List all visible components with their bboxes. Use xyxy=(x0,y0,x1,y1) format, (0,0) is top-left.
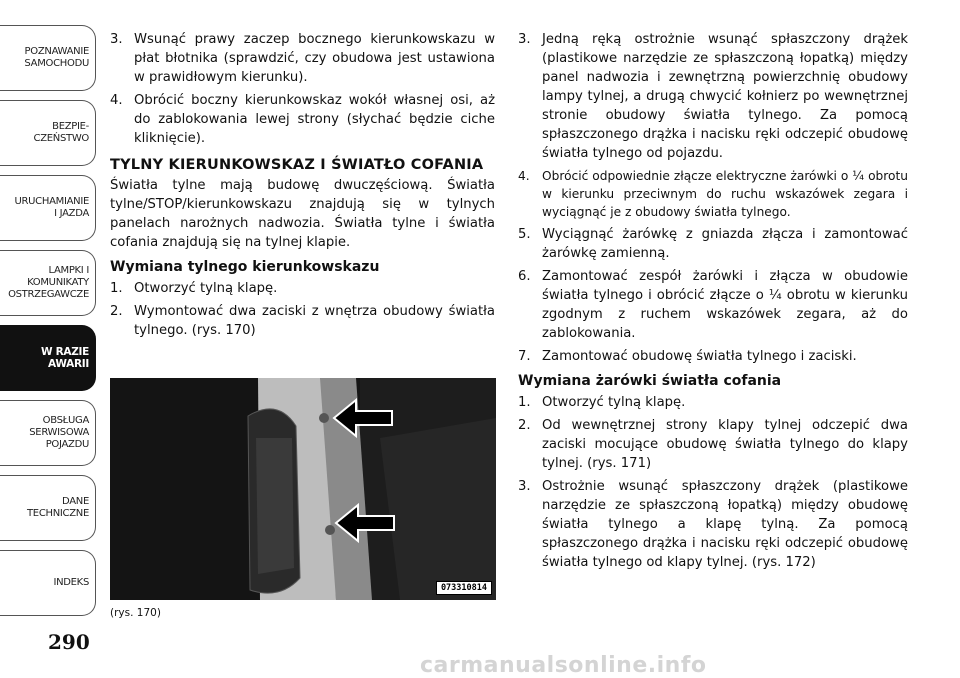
list-item-text: Ostrożnie wsunąć spłaszczony drążek (plastikowe narzędzie ze spłaszczoną łopatką) między obudowę światła tylnego a klapę tylną. Za pomocą spłaszczonego drążka i nacisku ręki odczepić obudowę światła tylnego od klapy tylnej. (rys. 172) xyxy=(542,479,908,570)
tab-poznawanie-samochodu[interactable]: POZNAWANIE SAMOCHODU xyxy=(0,25,96,91)
list-item xyxy=(518,347,908,366)
list-item-number: 3. xyxy=(518,32,531,47)
page-number: 290 xyxy=(48,630,90,654)
list-item xyxy=(518,267,908,343)
list-item xyxy=(518,416,908,473)
subsection-heading: Wymiana żarówki światła cofania xyxy=(518,373,782,389)
watermark: carmanualsonline.info xyxy=(420,653,707,678)
list-item xyxy=(518,225,908,263)
tab-uruchamianie-i-jazda[interactable]: URUCHAMIANIE I JAZDA xyxy=(0,175,96,241)
list-item-number: 4. xyxy=(110,93,123,108)
tab-w-razie-awarii[interactable]: W RAZIE AWARII xyxy=(0,325,96,391)
figure-tail-light-photo xyxy=(110,378,496,600)
tab-lampki-i-komunikaty[interactable]: LAMPKI I KOMUNIKATY OSTRZEGAWCZE xyxy=(0,250,96,316)
list-item-text: Od wewnętrznej strony klapy tylnej odczepić dwa zaciski mocujące obudowę światła tylnego do klapy tylnej. (rys. 171) xyxy=(542,418,908,471)
list-item-text: Zamontować obudowę światła tylnego i zaciski. xyxy=(542,349,857,364)
list-item-text: Jedną ręką ostrożnie wsunąć spłaszczony drążek (plastikowe narzędzie ze spłaszczoną łopatką) między panel nadwozia i zewnętrzną powierzchnię obudowy lampy tylnej, a drugą chwycić kołnierz po wewnętrznej stronie obudowy światła tylnego. Za pomocą spłaszczonego drążka i nacisku ręki odczepić obudowę światła tylnego od pojazdu. xyxy=(542,32,908,161)
subsection-heading: Wymiana tylnego kierunkowskazu xyxy=(110,259,380,275)
section-paragraph: Światła tylne mają budowę dwuczęściową. Światła tylne/STOP/kierunkowskazu znajdują się w tylnych panelach narożnych nadwozia. Światła tylne i światła cofania znajdują się na tylnej klapie. xyxy=(110,178,495,250)
list-item-number: 1. xyxy=(518,395,531,410)
list-item xyxy=(518,30,908,163)
list-item-text: Otworzyć tylną klapę. xyxy=(542,395,686,410)
list-item xyxy=(110,302,495,340)
tab-dane-techniczne[interactable]: DANE TECHNICZNE xyxy=(0,475,96,541)
list-item-text: Wymontować dwa zaciski z wnętrza obudowy światła tylnego. (rys. 170) xyxy=(134,304,495,338)
list-item xyxy=(518,393,908,412)
left-column xyxy=(110,30,495,344)
list-item-number: 3. xyxy=(110,32,123,47)
section-heading: TYLNY KIERUNKOWSKAZ I ŚWIATŁO COFANIA xyxy=(110,157,484,173)
list-item-text: Obrócić boczny kierunkowskaz wokół własnej osi, aż do zablokowania lewej strony (słychać będzie ciche kliknięcie). xyxy=(134,93,495,146)
list-item xyxy=(110,91,495,148)
tab-bezpieczenstwo[interactable]: BEZPIE- CZEŃSTWO xyxy=(0,100,96,166)
tab-indeks[interactable]: INDEKS xyxy=(0,550,96,616)
list-item-number: 6. xyxy=(518,269,531,284)
list-item-number: 1. xyxy=(110,281,123,296)
figure-code-label: 073310814 xyxy=(436,581,492,595)
tab-obsluga-serwisowa[interactable]: OBSŁUGA SERWISOWA POJAZDU xyxy=(0,400,96,466)
list-item-number: 7. xyxy=(518,349,531,364)
right-column xyxy=(518,30,908,576)
list-item-text: Otworzyć tylną klapę. xyxy=(134,281,278,296)
figure-caption: (rys. 170) xyxy=(110,607,161,619)
list-item-number: 4. xyxy=(518,169,530,183)
list-item xyxy=(110,30,495,87)
chapter-sidebar xyxy=(0,0,102,620)
list-item-text: Wyciągnąć żarówkę z gniazda złącza i zamontować żarówkę zamienną. xyxy=(542,227,908,261)
list-item xyxy=(518,167,908,221)
list-item xyxy=(518,477,908,572)
tail-light-illustration xyxy=(110,378,496,600)
list-item-number: 2. xyxy=(110,304,123,319)
list-item-number: 3. xyxy=(518,479,531,494)
list-item-text: Obrócić odpowiednie złącze elektryczne żarówki o ¼ obrotu w kierunku przeciwnym do ruchu wskazówek zegara i wyciągnąć je z obudowy światła tylnego. xyxy=(542,169,908,219)
list-item-text: Zamontować zespół żarówki i złącza w obudowie światła tylnego i obrócić złącze o ¼ obrotu w kierunku zgodnym z ruchem wskazówek zegara, aż do zablokowania. xyxy=(542,269,908,341)
list-item-text: Wsunąć prawy zaczep bocznego kierunkowskazu w płat błotnika (sprawdzić, czy obudowa jest ustawiona w prawidłowym kierunku). xyxy=(134,32,495,85)
list-item-number: 2. xyxy=(518,418,531,433)
list-item-number: 5. xyxy=(518,227,531,242)
list-item xyxy=(110,279,495,298)
